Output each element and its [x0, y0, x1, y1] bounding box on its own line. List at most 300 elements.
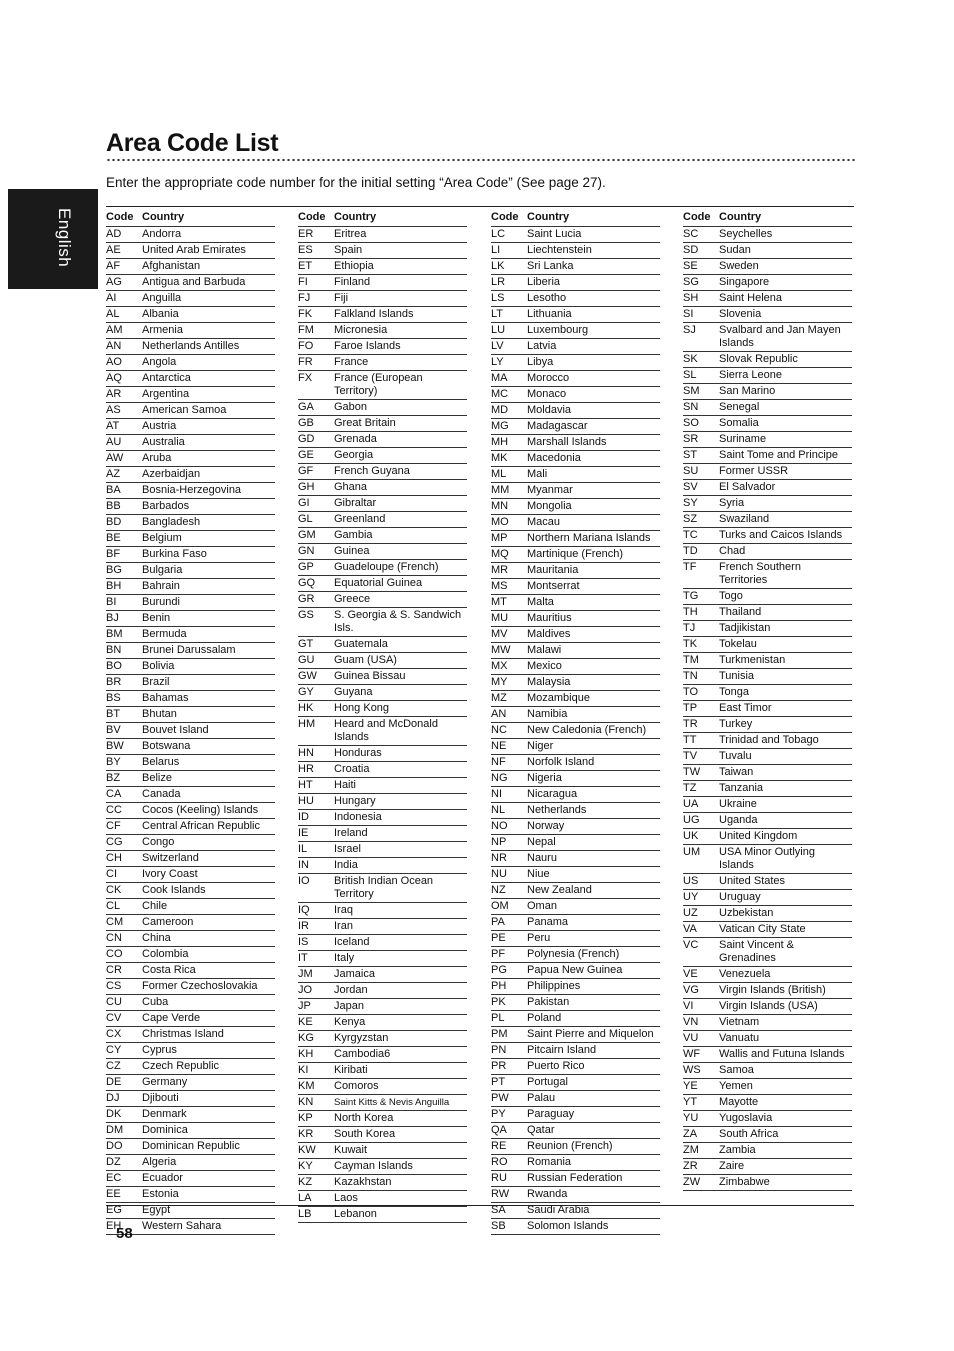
country-name: Italy: [334, 952, 355, 964]
table-row: [683, 275, 852, 291]
country-name: Sri Lanka: [527, 260, 574, 272]
table-row: [106, 947, 275, 963]
country-name: Kenya: [334, 1016, 366, 1028]
area-code: BI: [106, 596, 117, 608]
table-row: [683, 685, 852, 701]
country-name: Ethiopia: [334, 260, 374, 272]
table-row: [491, 723, 660, 739]
area-code: KH: [298, 1048, 314, 1060]
country-name: Liechtenstein: [527, 244, 592, 256]
country-name: France: [334, 356, 369, 368]
table-row: [491, 931, 660, 947]
country-name: India: [334, 859, 358, 871]
table-row: [106, 227, 275, 243]
country-name: Belarus: [142, 756, 180, 768]
table-row: [491, 915, 660, 931]
area-code: MU: [491, 612, 509, 624]
area-code: IE: [298, 827, 309, 839]
table-row: [683, 323, 852, 352]
area-code: UM: [683, 846, 701, 858]
area-code: AL: [106, 308, 120, 320]
country-name: Albania: [142, 308, 179, 320]
area-code: OM: [491, 900, 509, 912]
country-name: Puerto Rico: [527, 1060, 585, 1072]
table-row: [298, 810, 467, 826]
country-name: Saint Helena: [719, 292, 782, 304]
area-code: GY: [298, 686, 314, 698]
country-name: East Timor: [719, 702, 772, 714]
area-code: GR: [298, 593, 315, 605]
table-row: [106, 339, 275, 355]
area-code: MZ: [491, 692, 507, 704]
country-name: Belgium: [142, 532, 182, 544]
country-name: Germany: [142, 1076, 188, 1088]
table-row: [491, 771, 660, 787]
table-row: [683, 605, 852, 621]
country-name: Algeria: [142, 1156, 177, 1168]
area-code: SK: [683, 353, 698, 365]
table-row: [683, 669, 852, 685]
header-code: Code: [683, 211, 711, 223]
table-row: [106, 515, 275, 531]
area-code: MG: [491, 420, 509, 432]
table-row: [298, 480, 467, 496]
country-name: Angola: [142, 356, 177, 368]
area-code: PR: [491, 1060, 507, 1072]
table-row: [491, 1155, 660, 1171]
area-code: GH: [298, 481, 315, 493]
table-row: [491, 947, 660, 963]
country-name: Mongolia: [527, 500, 572, 512]
area-code: BE: [106, 532, 121, 544]
table-row: [683, 733, 852, 749]
table-row: [298, 243, 467, 259]
country-name: Polynesia (French): [527, 948, 620, 960]
table-row: [298, 448, 467, 464]
table-row: [683, 368, 852, 384]
language-tab: [8, 189, 98, 289]
country-name: Latvia: [527, 340, 557, 352]
table-row: [491, 1043, 660, 1059]
country-name: Ivory Coast: [142, 868, 198, 880]
table-row: [683, 765, 852, 781]
table-row: [491, 531, 660, 547]
table-row: [683, 1047, 852, 1063]
table-row: [106, 867, 275, 883]
country-name: Faroe Islands: [334, 340, 401, 352]
country-name: Czech Republic: [142, 1060, 220, 1072]
table-row: [106, 291, 275, 307]
area-code: SN: [683, 401, 699, 413]
header-country: Country: [142, 211, 185, 223]
table-row: [106, 915, 275, 931]
country-name: Qatar: [527, 1124, 555, 1136]
table-row: [298, 903, 467, 919]
table-row: [298, 967, 467, 983]
table-row: [298, 227, 467, 243]
country-name: Jamaica: [334, 968, 375, 980]
table-row: [106, 723, 275, 739]
area-code: KE: [298, 1016, 313, 1028]
country-name: Bermuda: [142, 628, 187, 640]
area-code: ZW: [683, 1176, 701, 1188]
country-name: Togo: [719, 590, 743, 602]
table-row: [491, 995, 660, 1011]
area-code: PE: [491, 932, 506, 944]
country-name: Anguilla: [142, 292, 182, 304]
country-name: Uruguay: [719, 891, 761, 903]
country-name: Saint Pierre and Miquelon: [527, 1028, 654, 1040]
table-row: [491, 563, 660, 579]
country-name: Finland: [334, 276, 371, 288]
country-name: Svalbard and Jan Mayen Islands: [719, 324, 841, 349]
area-code: MP: [491, 532, 508, 544]
country-name: Netherlands Antilles: [142, 340, 240, 352]
country-name: Virgin Islands (British): [719, 984, 826, 996]
country-name: United States: [719, 875, 786, 887]
area-code: HM: [298, 718, 316, 730]
table-row: [106, 803, 275, 819]
country-name: Lebanon: [334, 1208, 377, 1220]
country-name: Poland: [527, 1012, 562, 1024]
area-code: IQ: [298, 904, 310, 916]
table-row: [298, 371, 467, 400]
country-name: Bahamas: [142, 692, 189, 704]
country-name: Sweden: [719, 260, 759, 272]
table-row: [298, 746, 467, 762]
country-name: Vietnam: [719, 1016, 760, 1028]
area-code: BN: [106, 644, 122, 656]
country-name: Trinidad and Tobago: [719, 734, 819, 746]
area-code: SZ: [683, 513, 698, 525]
table-row: [106, 931, 275, 947]
table-row: [491, 243, 660, 259]
area-code: ER: [298, 228, 314, 240]
area-code: PT: [491, 1076, 506, 1088]
area-code: AG: [106, 276, 122, 288]
country-name: Eritrea: [334, 228, 367, 240]
area-code: MA: [491, 372, 508, 384]
table-row: [106, 771, 275, 787]
country-name: Sudan: [719, 244, 751, 256]
country-name: New Zealand: [527, 884, 592, 896]
table-row: [106, 963, 275, 979]
table-row: [491, 355, 660, 371]
area-code: ZA: [683, 1128, 698, 1140]
area-code: CG: [106, 836, 123, 848]
table-row: [106, 675, 275, 691]
table-row: [683, 874, 852, 890]
country-name: Andorra: [142, 228, 182, 240]
area-code: IN: [298, 859, 309, 871]
table-row: [106, 627, 275, 643]
country-name: Guinea Bissau: [334, 670, 406, 682]
area-code: TT: [683, 734, 697, 746]
country-name: Cameroon: [142, 916, 194, 928]
country-name: Bouvet Island: [142, 724, 209, 736]
area-code: IT: [298, 952, 308, 964]
table-row: [106, 547, 275, 563]
area-code: BW: [106, 740, 124, 752]
table-row: [106, 1075, 275, 1091]
country-name: Ukraine: [719, 798, 757, 810]
area-code: FR: [298, 356, 313, 368]
area-code: GD: [298, 433, 315, 445]
country-name: Guyana: [334, 686, 373, 698]
country-name: Comoros: [334, 1080, 379, 1092]
area-code: KR: [298, 1128, 314, 1140]
table-row: [491, 1107, 660, 1123]
area-code: IL: [298, 843, 308, 855]
table-row: [683, 999, 852, 1015]
country-name: French Guyana: [334, 465, 410, 477]
area-code: CO: [106, 948, 123, 960]
area-code: SC: [683, 228, 699, 240]
country-name: Zambia: [719, 1144, 756, 1156]
area-code: MS: [491, 580, 508, 592]
area-code: PG: [491, 964, 507, 976]
area-code: CK: [106, 884, 122, 896]
country-name: Tanzania: [719, 782, 764, 794]
table-row: [106, 355, 275, 371]
area-code: BD: [106, 516, 122, 528]
area-code: EE: [106, 1188, 121, 1200]
area-code: ZR: [683, 1160, 698, 1172]
country-name: Equatorial Guinea: [334, 577, 423, 589]
table-row: [298, 826, 467, 842]
table-row: [106, 467, 275, 483]
table-row: [106, 1091, 275, 1107]
table-row: [106, 451, 275, 467]
country-name: Australia: [142, 436, 185, 448]
table-row: [491, 403, 660, 419]
table-row: [491, 627, 660, 643]
country-name: Guatemala: [334, 638, 388, 650]
area-code: IR: [298, 920, 309, 932]
area-code: CL: [106, 900, 121, 912]
country-name: Barbados: [142, 500, 190, 512]
table-row: [298, 528, 467, 544]
country-name: Papua New Guinea: [527, 964, 623, 976]
country-name: Mexico: [527, 660, 562, 672]
country-name: Portugal: [527, 1076, 568, 1088]
table-column-1: [106, 211, 275, 1235]
country-name: Grenada: [334, 433, 377, 445]
area-code: PF: [491, 948, 506, 960]
country-name: Western Sahara: [142, 1220, 222, 1232]
table-row: [683, 560, 852, 589]
country-name: Liberia: [527, 276, 561, 288]
area-code: BM: [106, 628, 123, 640]
country-name: Austria: [142, 420, 177, 432]
country-name: Mauritius: [527, 612, 572, 624]
area-code: TC: [683, 529, 698, 541]
area-code: BH: [106, 580, 122, 592]
country-name: Nauru: [527, 852, 557, 864]
country-name: Iraq: [334, 904, 353, 916]
table-row: [683, 938, 852, 967]
table-row: [491, 307, 660, 323]
area-code: SG: [683, 276, 699, 288]
table-row: [683, 384, 852, 400]
country-name: Tadjikistan: [719, 622, 771, 634]
country-name: Iran: [334, 920, 353, 932]
table-row: [683, 227, 852, 243]
area-code: SB: [491, 1220, 506, 1232]
table-row: [683, 637, 852, 653]
country-name: Solomon Islands: [527, 1220, 609, 1232]
country-name: French Southern Territories: [719, 561, 801, 586]
country-name: Aruba: [142, 452, 172, 464]
area-code: ST: [683, 449, 698, 461]
table-row: [491, 259, 660, 275]
table-row: [106, 1123, 275, 1139]
header-code: Code: [298, 211, 326, 223]
table-row: [491, 499, 660, 515]
country-name: Chad: [719, 545, 746, 557]
table-row: [106, 435, 275, 451]
table-row: [491, 835, 660, 851]
area-code: AW: [106, 452, 124, 464]
country-name: Saudi Arabia: [527, 1204, 590, 1216]
area-code: LT: [491, 308, 504, 320]
area-code: PW: [491, 1092, 509, 1104]
table-row: [106, 1011, 275, 1027]
country-name: Croatia: [334, 763, 370, 775]
country-name: Ecuador: [142, 1172, 183, 1184]
country-name: Uganda: [719, 814, 758, 826]
country-name: Israel: [334, 843, 361, 855]
area-code: TG: [683, 590, 699, 602]
country-name: Dominican Republic: [142, 1140, 240, 1152]
area-code: CY: [106, 1044, 122, 1056]
area-code: SE: [683, 260, 698, 272]
table-row: [683, 829, 852, 845]
table-row: [491, 707, 660, 723]
country-name: Wallis and Futuna Islands: [719, 1048, 845, 1060]
area-code: NL: [491, 804, 506, 816]
area-code: CS: [106, 980, 122, 992]
country-name: Oman: [527, 900, 557, 912]
area-code: UZ: [683, 907, 698, 919]
table-row: [683, 352, 852, 368]
table-row: [683, 400, 852, 416]
country-name: Mozambique: [527, 692, 590, 704]
table-row: [683, 307, 852, 323]
country-name: Kuwait: [334, 1144, 368, 1156]
area-code: NE: [491, 740, 507, 752]
table-row: [298, 355, 467, 371]
column-header: [298, 211, 467, 227]
country-name: Macedonia: [527, 452, 581, 464]
table-row: [106, 531, 275, 547]
area-code: AU: [106, 436, 122, 448]
table-row: [298, 608, 467, 637]
country-name: Kazakhstan: [334, 1176, 392, 1188]
area-code: DZ: [106, 1156, 121, 1168]
table-row: [683, 701, 852, 717]
area-code: GI: [298, 497, 310, 509]
country-name: Venezuela: [719, 968, 771, 980]
intro-text: Enter the appropriate code number for the initial setting “Area Code” (See page 27).: [106, 175, 606, 190]
area-code: NP: [491, 836, 507, 848]
country-name: Georgia: [334, 449, 374, 461]
area-code: BZ: [106, 772, 121, 784]
table-row: [491, 387, 660, 403]
area-code: SD: [683, 244, 699, 256]
area-code: TF: [683, 561, 697, 573]
country-name: Panama: [527, 916, 568, 928]
table-row: [298, 275, 467, 291]
area-code: AN: [491, 708, 507, 720]
table-row: [683, 983, 852, 999]
table-row: [298, 653, 467, 669]
table-row: [491, 275, 660, 291]
table-row: [491, 755, 660, 771]
area-code: DK: [106, 1108, 122, 1120]
country-name: Namibia: [527, 708, 568, 720]
area-code: MN: [491, 500, 509, 512]
table-row: [298, 1063, 467, 1079]
table-row: [106, 707, 275, 723]
country-name: Saint Kitts & Nevis Anguilla: [334, 1097, 450, 1108]
area-code: PA: [491, 916, 505, 928]
country-name: American Samoa: [142, 404, 227, 416]
area-code: DM: [106, 1124, 124, 1136]
table-row: [106, 787, 275, 803]
area-code: AZ: [106, 468, 121, 480]
area-code: TZ: [683, 782, 697, 794]
table-row: [683, 496, 852, 512]
header-country: Country: [719, 211, 762, 223]
area-code: SH: [683, 292, 699, 304]
area-code: LI: [491, 244, 501, 256]
table-row: [683, 781, 852, 797]
country-name: Estonia: [142, 1188, 179, 1200]
country-name: Greece: [334, 593, 371, 605]
country-name: Gabon: [334, 401, 368, 413]
area-code: NR: [491, 852, 507, 864]
area-code: EH: [106, 1220, 122, 1232]
area-code: MC: [491, 388, 509, 400]
country-name: Saint Lucia: [527, 228, 582, 240]
table-row: [491, 467, 660, 483]
table-row: [298, 778, 467, 794]
area-code: CV: [106, 1012, 122, 1024]
area-code: BV: [106, 724, 121, 736]
table-row: [491, 371, 660, 387]
table-row: [491, 1171, 660, 1187]
area-code: YU: [683, 1112, 699, 1124]
country-name: Bolivia: [142, 660, 175, 672]
country-name: Somalia: [719, 417, 759, 429]
table-row: [106, 659, 275, 675]
area-code: CN: [106, 932, 122, 944]
country-name: Antarctica: [142, 372, 191, 384]
table-row: [491, 339, 660, 355]
country-name: Montserrat: [527, 580, 580, 592]
table-row: [106, 499, 275, 515]
table-row: [491, 419, 660, 435]
country-name: Christmas Island: [142, 1028, 224, 1040]
country-name: El Salvador: [719, 481, 776, 493]
table-row: [106, 387, 275, 403]
area-code: RE: [491, 1140, 507, 1152]
table-row: [106, 1107, 275, 1123]
table-row: [683, 653, 852, 669]
country-name: Slovak Republic: [719, 353, 798, 365]
table-row: [298, 1079, 467, 1095]
